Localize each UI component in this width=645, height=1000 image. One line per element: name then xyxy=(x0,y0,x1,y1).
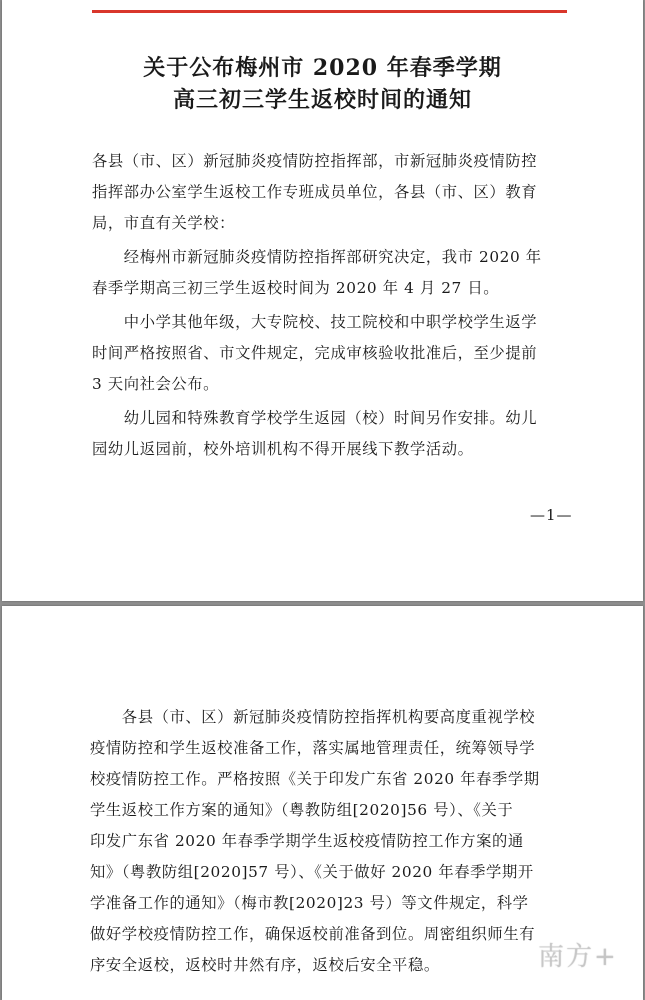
page-number: —1— xyxy=(530,506,573,524)
paragraph-return-date xyxy=(92,242,574,304)
text-line: 时间严格按照省、市文件规定，完成审核验收批准后，至少提前 xyxy=(92,344,538,362)
red-header-rule xyxy=(92,10,567,13)
text-line: 知》（粤教防组[2020]57 号）、《关于做好 2020 年春季学期开 xyxy=(90,863,534,881)
watermark-text: 南方+ xyxy=(538,942,618,972)
paragraph-addressees xyxy=(92,146,574,239)
title-line-1: 关于公布梅州市 2020 年春季学期 xyxy=(143,55,502,81)
text-line: 局，市直有关学校： xyxy=(92,214,236,232)
text-line: 学准备工作的通知》（梅市教[2020]23 号）等文件规定，科学 xyxy=(90,894,529,912)
text-line: 校疫情防控工作。严格按照《关于印发广东省 2020 年春季学期 xyxy=(90,770,540,788)
text-line: 各县（市、区）新冠肺炎疫情防控指挥机构要高度重视学校 xyxy=(90,708,536,726)
text-line: 幼儿园和特殊教育学校学生返园（校）时间另作安排。幼儿 xyxy=(92,409,538,427)
text-line: 各县（市、区）新冠肺炎疫情防控指挥部，市新冠肺炎疫情防控 xyxy=(92,152,538,170)
text-line: 序安全返校，返校时井然有序，返校后安全平稳。 xyxy=(90,956,440,974)
text-line: 指挥部办公室学生返校工作专班成员单位，各县（市、区）教育 xyxy=(92,183,538,201)
text-line: 经梅州市新冠肺炎疫情防控指挥部研究决定，我市 2020 年 xyxy=(92,248,542,266)
text-line: 园幼儿返园前，校外培训机构不得开展线下教学活动。 xyxy=(92,440,474,458)
notice-body xyxy=(92,146,574,468)
paragraph-other-grades xyxy=(92,307,574,400)
paragraph-kindergarten xyxy=(92,403,574,465)
text-line: 学生返校工作方案的通知》（粤教防组[2020]56 号）、《关于 xyxy=(90,801,514,819)
text-line: 春季学期高三初三学生返校时间为 2020 年 4 月 27 日。 xyxy=(92,279,500,297)
text-line: 印发广东省 2020 年春季学期学生返校疫情防控工作方案的通 xyxy=(90,832,524,850)
text-line: 中小学其他年级，大专院校、技工院校和中职学校学生返学 xyxy=(92,313,538,331)
page2-body xyxy=(90,702,572,984)
title-line-2: 高三初三学生返校时间的通知 xyxy=(172,87,472,113)
text-line: 做好学校疫情防控工作，确保返校前准备到位。周密组织师生有 xyxy=(90,925,536,943)
text-line: 3 天向社会公布。 xyxy=(92,375,220,393)
document-page-1 xyxy=(2,0,643,601)
paragraph-prevention-work xyxy=(90,702,572,981)
notice-title xyxy=(2,52,643,116)
text-line: 疫情防控和学生返校准备工作，落实属地管理责任，统筹领导学 xyxy=(90,739,536,757)
